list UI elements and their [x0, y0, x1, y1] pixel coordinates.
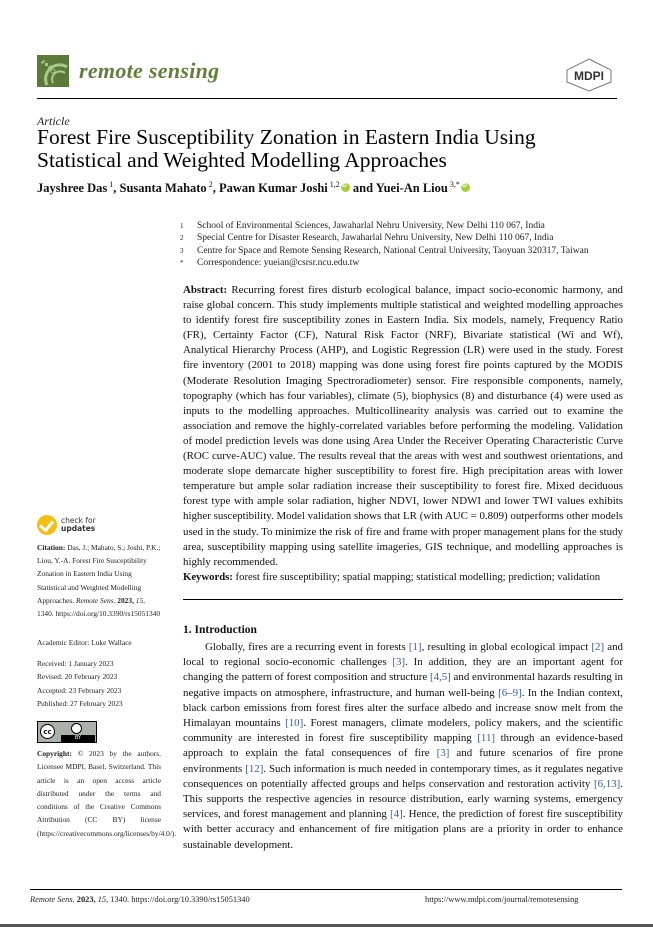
reference-link[interactable]: [3]: [436, 747, 450, 760]
section-heading: 1. Introduction: [183, 624, 257, 636]
date-published: Published: 27 February 2023: [37, 698, 123, 708]
intro-text: . Hence, the prediction of forest fire susceptibility with better accuracy and enhancement of fire mitigation plans are a priority in order to enhance sustainable development.: [183, 808, 623, 851]
keywords-text: forest fire susceptibility; spatial mapping; statistical modelling; prediction; validation: [235, 571, 601, 583]
citation-label: Citation:: [37, 543, 66, 552]
author-affiliation-mark: 1: [109, 180, 114, 189]
author-list: Jayshree Das $^1$, Susanta Mahato $^2$, Pawan Kumar Joshi $^{1,2}$iD and Yuei-An Liou $^{3,*}$iD: [37, 180, 470, 196]
intro-text: and local to regional socio-economic challenges: [183, 641, 624, 669]
affiliation-item: 1 School of Environmental Sciences, Jawaharlal Nehru University, New Delhi 110 067, India: [180, 221, 545, 231]
author-affiliation-mark: 3,*: [449, 180, 460, 189]
reference-link[interactable]: [12]: [245, 762, 264, 775]
academic-editor: Academic Editor: Luke Wallace: [37, 638, 132, 647]
reference-link[interactable]: [11]: [477, 732, 496, 745]
mdpi-logo-text: MDPI: [574, 69, 604, 83]
reference-link[interactable]: [4,5]: [429, 671, 451, 684]
intro-text: . Forest managers, climate modelers, policy makers, and the scientific community are interested in forest fire susceptibility mapping: [183, 717, 623, 745]
author-name[interactable]: Jayshree Das: [37, 181, 108, 196]
cc-by-license-badge[interactable]: [37, 721, 97, 743]
reference-link[interactable]: [2]: [591, 641, 605, 653]
article-type: Article: [37, 114, 70, 128]
intro-paragraph: [183, 640, 623, 853]
copyright-notice: Copyright: © 2023 by the authors. Licensee MDPI, Basel, Switzerland. This article is an open access article distributed under the terms and conditions of the Creative Commons Attribution (CC BY) license (https://creativecommons.org/licenses/by/4.0/).: [37, 749, 177, 838]
section-divider: [183, 599, 623, 600]
article-title: Forest Fire Susceptibility Zonation in Eastern India Using Statistical and Weighted Modelling Approaches: [37, 125, 536, 172]
reference-link[interactable]: [4]: [390, 808, 403, 821]
reference-link[interactable]: [3]: [392, 656, 406, 669]
correspondence: * Correspondence: yueian@csrsr.ncu.edu.tw: [180, 258, 360, 269]
abstract-text: Recurring forest fires disturb ecological balance, impact socio-economic harmony, and raise global concern. This study implements multiple statistical and weighted modelling approaches to identify forest fire susceptibility zones in Eastern India. Six models, namely, Frequency Ratio (FR), Certainty Factor (CF), Natural Risk Factor (NRF), Bivariate statistical (Wi and Wf), Analytical Hierarchy Process (AHP), and Logistic Regression (LR) were used in the study. Forest fire inventory (2001 to 2018) mapping was done using forest fire points captured by the MODIS (Moderate Resolution Imaging Spectroradiometer) sensor. Fire responsible components, namely, topography (which has four variables), climate (5), biophysics (8) and disturbance (4) were used as inputs to the modelling approaches. Multicollinearity analysis was carried out to examine the association and remove the highly-correlated variables before performing the modeling. Validation of model prediction levels was done using Area Under the Receiver Operating Characteristic Curve (ROC curve-AUC) value. The results reveal that the areas with west and southwest orientations, and moderate slope demarcate higher susceptibility to forest fire. High precipitation areas with lower temperature but ample solar radiation increase their susceptibility to forest fire. Mixed deciduous forest type with ample solar radiation, higher NDVI, lower NDWI and lower TWI values exhibits higher susceptibility. Model validation shows that LR (with AUC = 0.809) outperforms other models used in the study. To minimize the risk of fire and frame with proper management plans for the study area, susceptibility mapping using satellite imageries, GIS technique, and modelling approaches is highly recommended.: [183, 284, 623, 568]
checkmark-icon: [37, 515, 57, 535]
keywords-label: Keywords:: [183, 571, 233, 583]
journal-name: remote sensing: [79, 58, 220, 83]
reference-link[interactable]: [6,13]: [593, 777, 621, 790]
author-name[interactable]: Pawan Kumar Joshi: [218, 181, 328, 196]
date-accepted: Accepted: 23 February 2023: [37, 685, 122, 695]
copyright-label: Copyright:: [37, 749, 72, 758]
author-name[interactable]: Yuei-An Liou: [375, 181, 448, 196]
intro-text: through an evidence-based approach to explain the fatal consequences of fire: [183, 732, 624, 760]
by-label: BY: [61, 735, 95, 742]
footer-doi-link[interactable]: 1340. https://doi.org/10.3390/rs15051340: [110, 895, 250, 904]
orcid-icon[interactable]: [341, 183, 350, 192]
keywords: [183, 570, 623, 584]
abstract-label: Abstract:: [183, 284, 228, 296]
intro-text: , resulting in global ecological impact: [421, 641, 592, 653]
orcid-icon[interactable]: [461, 183, 470, 192]
reference-link[interactable]: [1]: [408, 641, 422, 653]
attribution-person-icon: [71, 723, 82, 734]
abstract: [183, 283, 623, 570]
author-affiliation-mark: 1,2: [329, 180, 340, 189]
intro-text: Globally, fires are a recurring event in forests: [205, 641, 409, 653]
publication-dates: [37, 657, 123, 710]
check-updates-line1: check for: [61, 515, 96, 525]
author-name[interactable]: Susanta Mahato: [119, 181, 207, 196]
intro-text: . In addition, they are an important agent for changing the pattern of forest composition and structure: [183, 656, 623, 684]
footer-citation: Remote Sens. 2023, 15, 1340. https://doi.org/10.3390/rs15051340: [30, 895, 250, 904]
intro-text: . This supports the respective agencies in resource distribution, early warning systems, emergency services, and forest management and planning: [183, 777, 623, 821]
check-for-updates-button[interactable]: [37, 515, 96, 535]
date-revised: Revised: 20 February 2023: [37, 672, 118, 682]
date-received: Received: 1 January 2023: [37, 659, 114, 668]
author-affiliation-mark: 2: [208, 180, 213, 189]
header-divider: [37, 98, 617, 99]
affiliation-item: 3 Centre for Space and Remote Sensing Research, National Central University, Taoyuan 320317, Taiwan: [180, 245, 589, 256]
intro-text: . Such information is much needed in contemporary times, as it regulates negative consequences on potentially affected groups and helps conservation and restoration activity: [183, 762, 623, 790]
affiliation-item: 2 Special Centre for Disaster Research, Jawaharlal Nehru University, New Delhi 110 067, India: [180, 233, 554, 244]
footer-divider: [30, 889, 622, 890]
journal-logo: [37, 55, 69, 87]
reference-link[interactable]: [10]: [285, 717, 304, 730]
check-updates-line2: updates: [61, 524, 96, 533]
citation-doi-link[interactable]: 1340. https://doi.org/10.3390/rs15051340: [37, 609, 161, 619]
intro-text: . In the Indian context, black carbon emissions from forest fires alter the surface albedo and increase snow melt from the Himalayan mountains: [183, 686, 623, 730]
intro-text: and environmental hazards resulting in negative impacts on atmosphere, infrastructure, and human well-being: [183, 671, 623, 699]
citation: Citation: Das, J.; Mahato, S.; Joshi, P.K.; Liou, Y.-A. Forest Fire Susceptibility Zonation in Eastern India Using Statistical and Weighted Modelling Approaches. Remote Sens. 2023, 15, 1340. https://doi.org/10.3390/rs15051340: [37, 543, 161, 619]
satellite-logo-icon: [37, 55, 69, 87]
mdpi-logo: [564, 58, 614, 92]
intro-text: and future scenarios of fire prone environments: [183, 747, 623, 775]
creative-commons-icon: cc: [40, 724, 55, 739]
reference-link[interactable]: [6–9]: [498, 686, 522, 699]
affiliations: [180, 220, 625, 270]
footer-journal-link[interactable]: https://www.mdpi.com/journal/remotesensing: [425, 895, 579, 904]
